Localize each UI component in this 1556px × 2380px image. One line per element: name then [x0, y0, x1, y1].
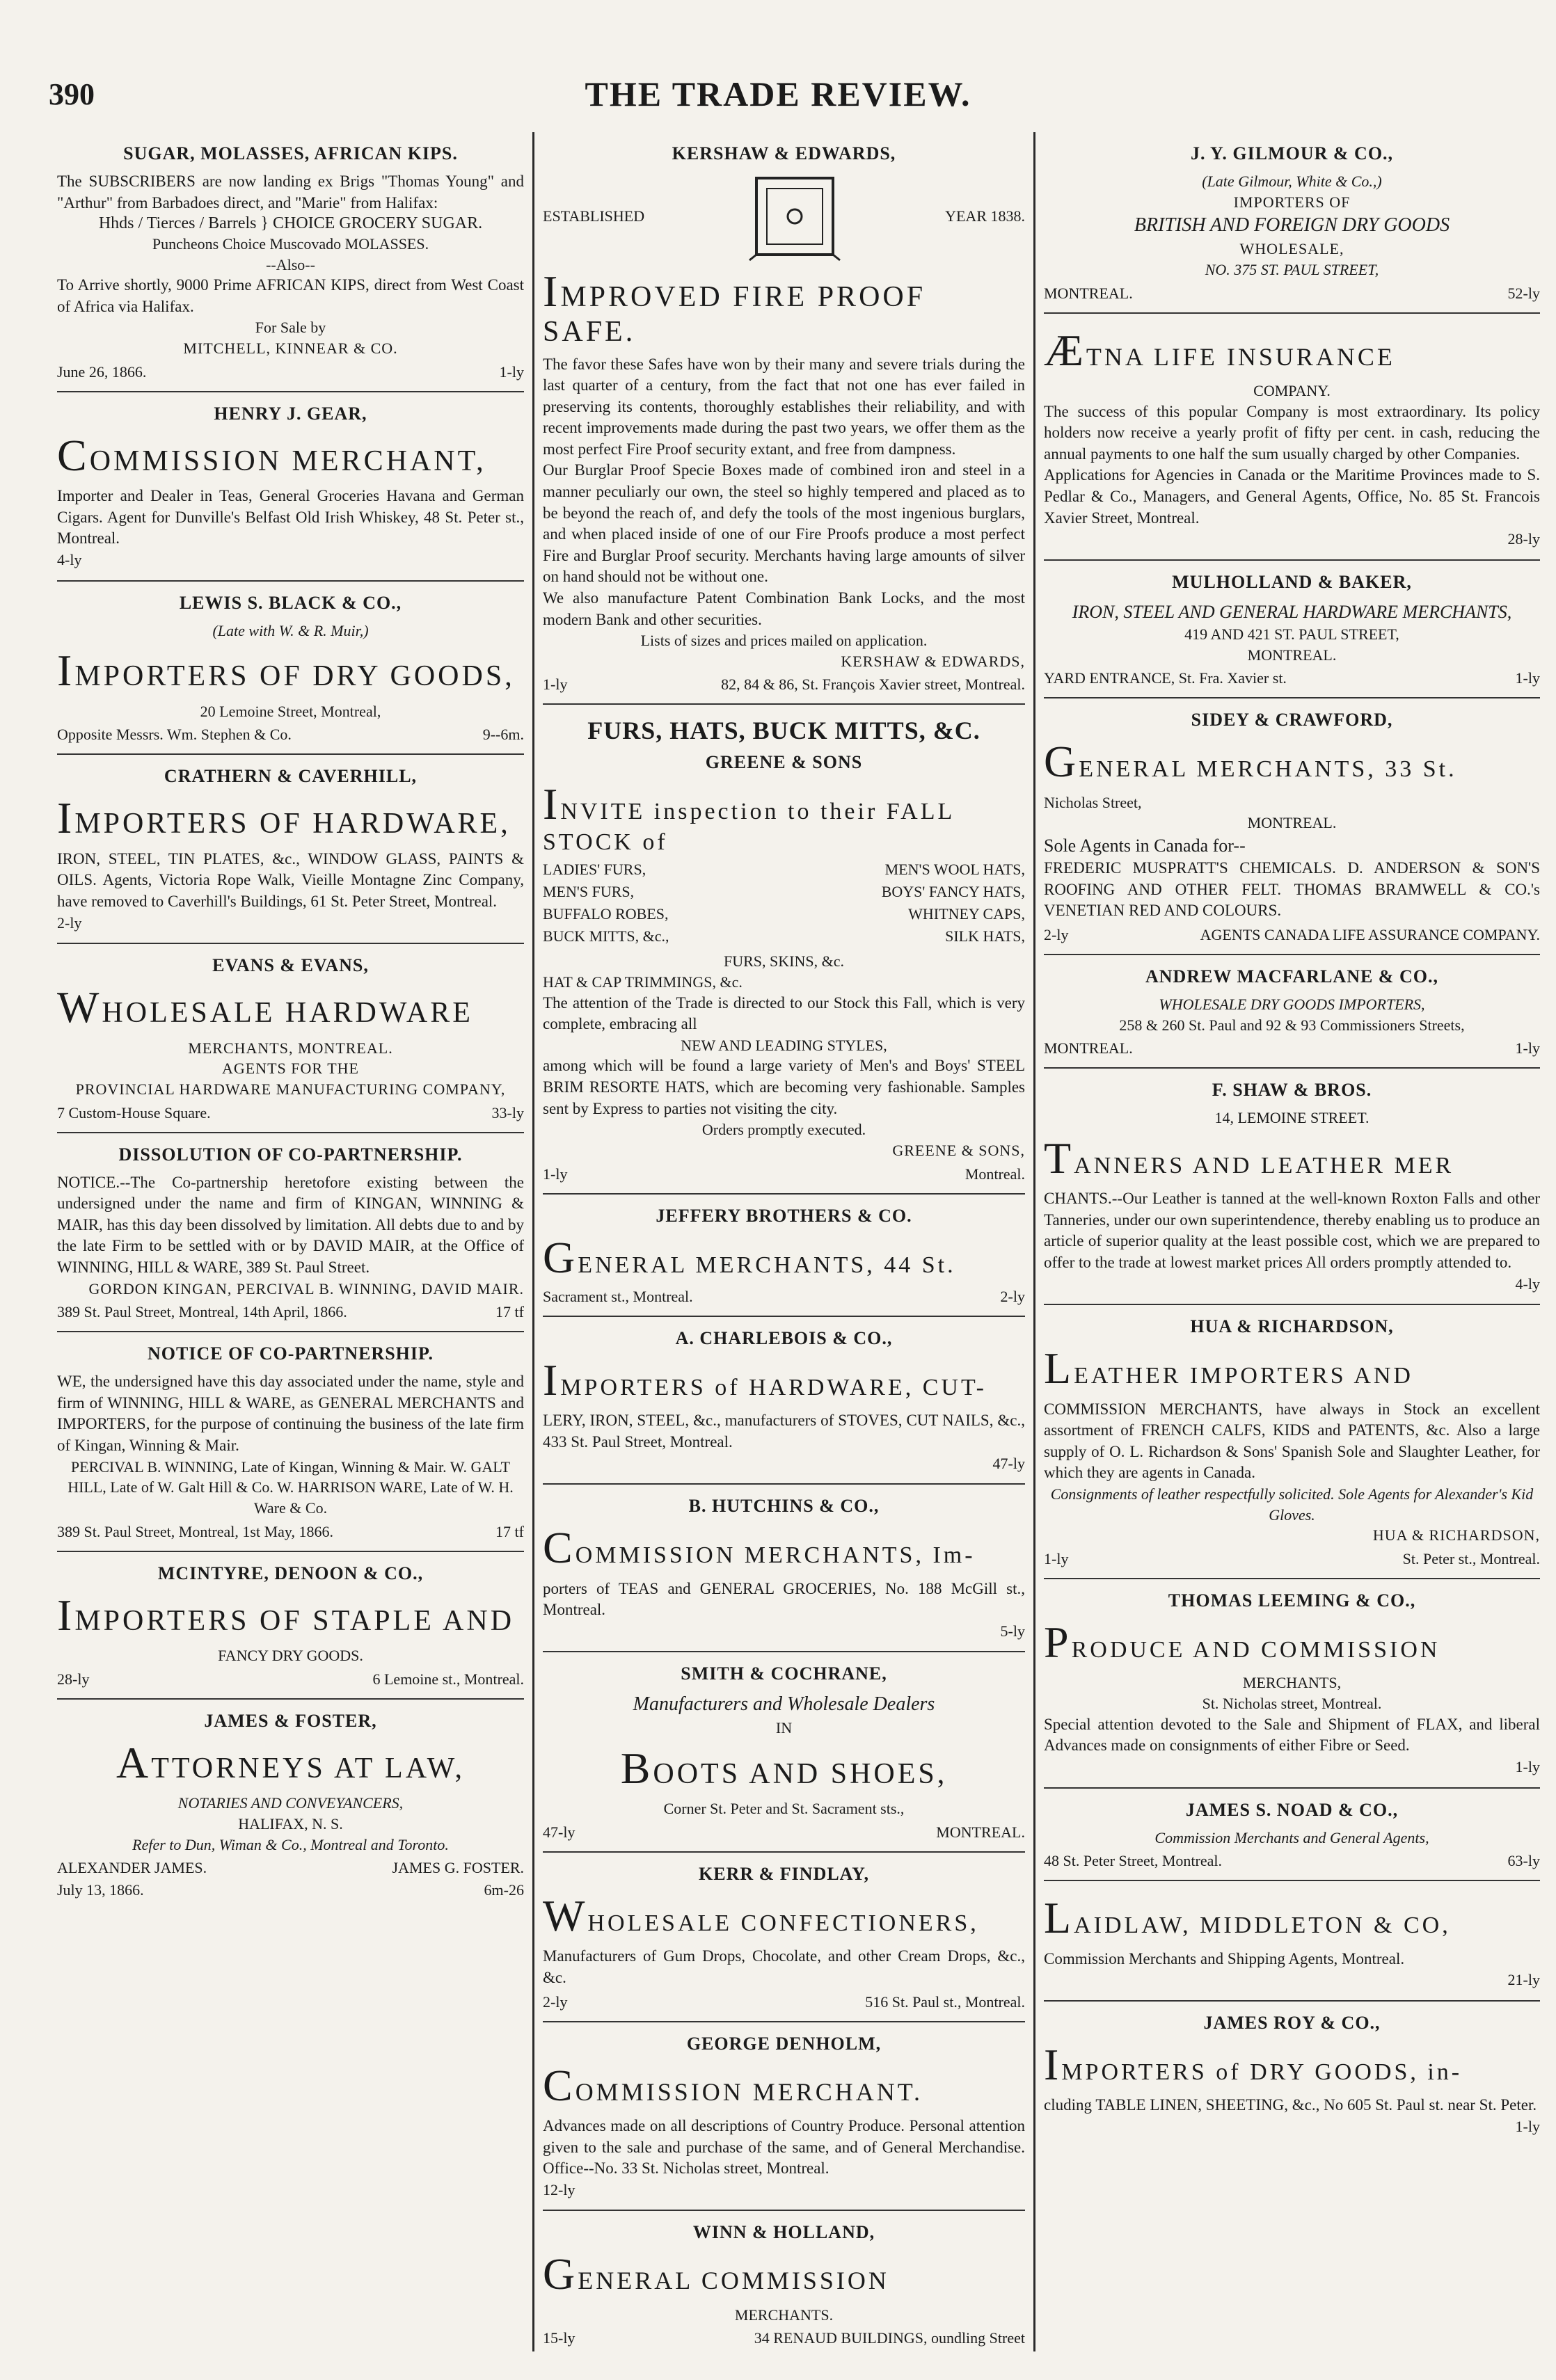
- advert-line: PROVINCIAL HARDWARE MANUFACTURING COMPANY,: [75, 1080, 506, 1099]
- advert-body: Our Burglar Proof Specie Boxes made of combined iron and steel in a manner peculiarly our own, the steel so highly tempered and placed as to be beyond the reach of, and defy the tools of the most ingenious burglars, and when placed inside of one of our Fire Proofs produce a most perfect Fire and Burglar Proof security. Merchants having large amounts of silver on hand should not be without one.: [543, 461, 1025, 586]
- advert-body: Manufacturers of Gum Drops, Chocolate, and other Cream Drops, &c., &c.: [543, 1947, 1025, 1986]
- advert-subtitle: Commission Merchants and General Agents,: [1154, 1828, 1429, 1846]
- advert-ref: 15-ly: [543, 2329, 575, 2347]
- advert-line: HAT & CAP TRIMMINGS, &c.: [543, 973, 743, 991]
- advert-line: BRITISH AND FOREIGN DRY GOODS: [1134, 214, 1450, 237]
- advert-name: JAMES G. FOSTER.: [392, 1859, 524, 1877]
- advert-ref: 17 tf: [495, 1522, 524, 1540]
- page-header: [49, 66, 1507, 122]
- advert-body: The attention of the Trade is directed to our Stock this Fall, which is very complete, embracing all: [543, 993, 1025, 1033]
- advert-ref: 9--6m.: [482, 726, 524, 744]
- advert-ref: 17 tf: [495, 1303, 524, 1321]
- advert-ref: 1-ly: [1044, 1550, 1069, 1568]
- advert-line: 14, LEMOINE STREET.: [1214, 1109, 1370, 1127]
- advert-title: MCINTYRE, DENOON & CO.,: [157, 1563, 424, 1583]
- advert-sidey-crawford: [1044, 698, 1540, 955]
- advert-address: 419 AND 421 ST. PAUL STREET,: [1184, 625, 1399, 643]
- advert-title: F. SHAW & BROS.: [1212, 1080, 1372, 1101]
- advert-title: WINN & HOLLAND,: [692, 2222, 875, 2243]
- advert-title: DISSOLUTION OF CO-PARTNERSHIP.: [118, 1144, 463, 1165]
- advert-address: St. Peter st., Montreal.: [1402, 1550, 1540, 1568]
- safe-illustration-icon: [743, 171, 847, 262]
- column-3: [1033, 132, 1548, 2351]
- advert-ref: 33-ly: [491, 1103, 524, 1121]
- advert-title: A. CHARLEBOIS & CO.,: [675, 1327, 893, 1348]
- advert-title: EVANS & EVANS,: [212, 955, 369, 976]
- advert-list: Hhds / Tierces / Barrels } CHOICE GROCERY SUGAR.: [98, 214, 483, 233]
- advert-line: FURS, SKINS, &c.: [724, 952, 844, 971]
- advert-body: Lists of sizes and prices mailed on application.: [640, 632, 928, 650]
- stock-item: BOYS' FANCY HATS,: [881, 883, 1025, 901]
- advert-lewis-black: [57, 582, 524, 756]
- advert-headline: IMPROVED FIRE PROOF SAFE.: [543, 266, 926, 349]
- advert-body: Consignments of leather respectfully solicited. Sole Agents for Alexander's Kid Gloves.: [1050, 1485, 1534, 1524]
- advert-address: 7 Custom-House Square.: [57, 1103, 211, 1121]
- advert-ref: 2-ly: [543, 1992, 568, 2011]
- advert-title: B. HUTCHINS & CO.,: [688, 1496, 880, 1517]
- advert-line: Sole Agents in Canada for--: [1044, 836, 1246, 856]
- advert-firm: KERSHAW & EDWARDS,: [841, 652, 1025, 670]
- advert-firm: MITCHELL, KINNEAR & CO.: [183, 340, 398, 358]
- advert-body: We also manufacture Patent Combination Bank Locks, and the most modern Bank and other securities.: [543, 589, 1025, 628]
- advert-title: SMITH & COCHRANE,: [681, 1663, 887, 1684]
- journal-title: THE TRADE REVIEW.: [585, 74, 971, 113]
- advert-headline: ATTORNEYS AT LAW,: [116, 1737, 465, 1787]
- advert-andrew-macfarlane: [1044, 955, 1540, 1069]
- advert-body: NOTICE.--The Co-partnership heretofore existing between the undersigned under the name and firm of KINGAN, WINNING & MAIR, has this day been dissolved by limitation. All debts due to and by the late Firm to be settled with or by DAVID MAIR, at the Office of WINNING, HILL & WARE, 389 St. Paul Street.: [57, 1173, 524, 1277]
- advert-address: Corner St. Peter and St. Sacrament sts.,: [663, 1800, 905, 1818]
- advert-headline: GENERAL COMMISSION: [543, 2249, 889, 2299]
- advert-established: ESTABLISHED: [543, 207, 645, 225]
- advert-line: Puncheons Choice Muscovado MOLASSES.: [152, 234, 429, 253]
- advert-headline: IMPORTERS OF STAPLE AND: [57, 1590, 515, 1640]
- advert-ref: 1-ly: [543, 1165, 568, 1183]
- advert-ref: 4-ly: [57, 550, 82, 568]
- advert-body: The success of this popular Company is most extraordinary. Its policy holders now receive a yearly profit of fifty per cent. in cash, reducing the annual payments to one half the sum usually charged by other Companies.: [1044, 402, 1540, 463]
- advert-line: WHOLESALE,: [1239, 240, 1344, 258]
- advert-headline: LEATHER IMPORTERS AND: [1044, 1343, 1413, 1393]
- advert-evans: [57, 944, 524, 1133]
- advert-mcintyre-denoon: [57, 1552, 524, 1700]
- advert-hua-richardson: [1044, 1305, 1540, 1579]
- advert-body: among which will be found a large variety of Men's and Boys' STEEL BRIM RESORTE HATS, which are becoming very fashionable. Samples sent by Express to parties not visiting the city.: [543, 1057, 1025, 1117]
- advert-subtitle: WHOLESALE DRY GOODS IMPORTERS,: [1159, 995, 1425, 1013]
- advert-body: Importer and Dealer in Teas, General Groceries Havana and German Cigars. Agent for Dunville's Belfast Old Irish Whiskey, 48 St. Peter st., Montreal.: [57, 487, 524, 548]
- advert-body: cluding TABLE LINEN, SHEETING, &c., No 605 St. Paul st. near St. Peter.: [1044, 2096, 1537, 2114]
- advert-city: MONTREAL.: [936, 1823, 1025, 1841]
- advert-body: FREDERIC MUSPRATT'S CHEMICALS. D. ANDERSON & SON'S ROOFING AND OTHER FELT. THOMAS BRAMWELL & CO.'s VENETIAN RED AND COLOURS.: [1044, 859, 1540, 920]
- advert-line: To Arrive shortly, 9000 Prime AFRICAN KIPS, direct from West Coast of Africa via Halifax.: [57, 276, 524, 315]
- stock-item: BUFFALO ROBES,: [543, 905, 669, 923]
- advert-title: HENRY J. GEAR,: [214, 403, 367, 424]
- advert-name: ALEXANDER JAMES.: [57, 1859, 207, 1877]
- advert-address: 34 RENAUD BUILDINGS, oundling Street: [754, 2329, 1025, 2347]
- advert-city: MONTREAL.: [1247, 646, 1337, 664]
- advert-signatories: PERCIVAL B. WINNING, Late of Kingan, Winning & Mair. W. GALT HILL, Late of W. Galt Hill & Co. W. HARRISON WARE, Late of W. H. Ware & Co.: [68, 1457, 514, 1517]
- advert-headline: PRODUCE AND COMMISSION: [1044, 1618, 1440, 1668]
- advert-title: GEORGE DENHOLM,: [686, 2033, 882, 2054]
- advert-body: Orders promptly executed.: [701, 1121, 866, 1139]
- advert-headline: COMMISSION MERCHANTS, Im-: [543, 1523, 976, 1573]
- advert-headline: LAIDLAW, MIDDLETON & CO,: [1044, 1893, 1451, 1943]
- advert-body: The favor these Safes have won by their many and severe trials during the last quarter of a century, from the fact that not one has ever failed in preserving its contents, thoroughly establishes their reliability, and with recent improvements made during the past two years, we offer them as the most perfect Fire Proof security extant, and free from dampness.: [543, 355, 1025, 458]
- advert-body: Special attention devoted to the Sale and Shipment of FLAX, and liberal Advances made on consignments of either Fibre or Seed.: [1044, 1715, 1540, 1755]
- advert-ref: 1-ly: [1515, 1757, 1540, 1775]
- advert-dissolution: [57, 1133, 524, 1333]
- advert-body: The SUBSCRIBERS are now landing ex Brigs "Thomas Young" and "Arthur" from Barbadoes direct, and "Marie" from Halifax:: [57, 173, 524, 211]
- stock-item: LADIES' FURS,: [543, 861, 646, 879]
- column-2: [532, 132, 1033, 2351]
- advert-mitchell-kinnear: [57, 132, 524, 392]
- advert-ref: 52-ly: [1507, 284, 1540, 302]
- advert-hutchins: [543, 1485, 1025, 1652]
- advert-line: NOTARIES AND CONVEYANCERS,: [177, 1794, 404, 1812]
- advert-crathern-caverhill: [57, 755, 524, 944]
- advert-kerr-findlay: [543, 1853, 1025, 2022]
- advert-headline: ÆTNA LIFE INSURANCE: [1044, 325, 1395, 375]
- advert-body: WE, the undersigned have this day associated under the name, style and firm of WINNING, HILL & WARE, as GENERAL MERCHANTS and IMPORTERS, for the purpose of continuing the business of the late firm of Kingan, Winning & Mair.: [57, 1373, 524, 1455]
- advert-george-denholm: [543, 2022, 1025, 2212]
- advert-body: porters of TEAS and GENERAL GROCERIES, No. 188 McGill st., Montreal.: [543, 1579, 1025, 1619]
- advert-ref: 2-ly: [1000, 1287, 1025, 1305]
- advert-headline: TANNERS AND LEATHER MER: [1044, 1133, 1454, 1183]
- advert-title: JAMES ROY & CO.,: [1203, 2013, 1381, 2034]
- advert-title: JAMES S. NOAD & CO.,: [1185, 1799, 1399, 1820]
- advert-city: MONTREAL.: [1044, 1039, 1133, 1057]
- advert-line: MERCHANTS,: [1242, 1674, 1342, 1692]
- advert-title: JAMES & FOSTER,: [204, 1710, 377, 1731]
- advert-gilmour: [1044, 132, 1540, 314]
- advert-kershaw-edwards: [543, 132, 1025, 705]
- advert-line: AGENTS CANADA LIFE ASSURANCE COMPANY.: [1200, 925, 1540, 943]
- advert-ref: 47-ly: [992, 1454, 1025, 1472]
- advert-body: Advances made on all descriptions of Country Produce. Personal attention given to the sale and purchase of the same, and of General Merchandise. Office--No. 33 St. Nicholas street, Montreal.: [543, 2116, 1025, 2178]
- advert-ref: 1-ly: [1515, 2117, 1540, 2135]
- advert-address: NO. 375 ST. PAUL STREET,: [1205, 260, 1379, 278]
- advert-date: July 13, 1866.: [57, 1881, 144, 1899]
- advert-line: --Also--: [266, 255, 315, 273]
- advert-address: 48 St. Peter Street, Montreal.: [1044, 1852, 1223, 1870]
- advert-address: 6 Lemoine st., Montreal.: [372, 1670, 524, 1688]
- advert-headline: BOOTS AND SHOES,: [620, 1743, 948, 1793]
- advert-line: FANCY DRY GOODS.: [218, 1647, 363, 1665]
- advert-ref: 1-ly: [1515, 1039, 1540, 1057]
- advert-james-roy: [1044, 2002, 1540, 2147]
- advert-ref: 21-ly: [1507, 1971, 1540, 1989]
- advert-title: SUGAR, MOLASSES, AFRICAN KIPS.: [123, 143, 458, 163]
- advert-ref: 2-ly: [57, 913, 82, 932]
- advert-ref: 63-ly: [1507, 1852, 1540, 1870]
- advert-winn-holland: [543, 2211, 1025, 2351]
- advert-ref: 5-ly: [1000, 1622, 1025, 1640]
- advert-date: 389 St. Paul Street, Montreal, 1st May, 1866.: [57, 1522, 333, 1540]
- advert-body: IRON, STEEL, TIN PLATES, &c., WINDOW GLASS, PAINTS & OILS. Agents, Victoria Rope Walk, Vieille Montagne Zinc Company, have removed to Caverhill's Buildings, 61 St. Peter Street, Montreal.: [57, 849, 524, 910]
- advert-headline: INVITE inspection to their FALL STOCK of: [543, 779, 954, 855]
- advert-address: 20 Lemoine Street, Montreal,: [200, 702, 381, 720]
- advert-ref: 28-ly: [57, 1670, 90, 1688]
- advert-subtitle: GREENE & SONS: [705, 752, 863, 773]
- advert-address: 82, 84 & 86, St. François Xavier street, Montreal.: [721, 676, 1025, 694]
- advert-line: Nicholas Street,: [1044, 793, 1142, 811]
- page-number: 390: [49, 77, 95, 111]
- advert-title: CRATHERN & CAVERHILL,: [164, 766, 418, 787]
- advert-line: For Sale by: [255, 319, 326, 337]
- advert-line: Refer to Dun, Wiman & Co., Montreal and Toronto.: [132, 1835, 449, 1853]
- advert-headline: IMPORTERS OF DRY GOODS,: [57, 646, 515, 696]
- advert-title: THOMAS LEEMING & CO.,: [1168, 1590, 1416, 1611]
- advert-line: NEW AND LEADING STYLES,: [681, 1036, 887, 1054]
- advert-body: COMMISSION MERCHANTS, have always in Stock an excellent assortment of FRENCH CALFS, KIDS and PATENTS, &c. Also a large supply of O. L. Richardson & Sons' Spanish Sole and Slaughter Leather, for which they are agents in Canada.: [1044, 1400, 1540, 1482]
- advert-ref: 4-ly: [1515, 1275, 1540, 1293]
- advert-body: Applications for Agencies in Canada or the Maritime Provinces made to S. Pedlar & Co., Managers, and General Agents, Office, No. 85 St. Francois Xavier Street, Montreal.: [1044, 466, 1540, 527]
- stock-item: SILK HATS,: [945, 927, 1025, 945]
- advert-ref: 12-ly: [543, 2180, 575, 2198]
- advert-title: KERR & FINDLAY,: [699, 1864, 869, 1884]
- advert-headline: IMPORTERS of DRY GOODS, in-: [1044, 2040, 1463, 2090]
- advert-title: JEFFERY BROTHERS & CO.: [656, 1205, 912, 1226]
- advert-line: MERCHANTS, MONTREAL.: [188, 1039, 393, 1057]
- advert-line: YARD ENTRANCE, St. Fra. Xavier st.: [1044, 669, 1287, 687]
- advert-firm: HUA & RICHARDSON,: [1372, 1526, 1540, 1544]
- advert-address: 258 & 260 St. Paul and 92 & 93 Commissioners Streets,: [1119, 1016, 1465, 1034]
- advert-line: IMPORTERS OF: [1233, 193, 1351, 211]
- advert-aetna: [1044, 314, 1540, 561]
- advert-headline: COMMISSION MERCHANT.: [543, 2060, 923, 2110]
- advert-subtitle: Manufacturers and Wholesale Dealers: [633, 1693, 935, 1716]
- advert-james-noad: [1044, 1789, 1540, 1882]
- advert-headline: GENERAL MERCHANTS, 33 St.: [1044, 737, 1457, 787]
- advert-headline: WHOLESALE HARDWARE: [57, 982, 473, 1032]
- stock-item: BUCK MITTS, &c.,: [543, 927, 669, 945]
- advert-mulholland-baker: [1044, 561, 1540, 698]
- advert-body: LERY, IRON, STEEL, &c., manufacturers of STOVES, CUT NAILS, &c., 433 St. Paul Street, Montreal.: [543, 1412, 1025, 1451]
- advert-ref: 47-ly: [543, 1823, 575, 1841]
- stock-item: MEN'S WOOL HATS,: [884, 861, 1025, 879]
- advert-signatories: GORDON KINGAN, PERCIVAL B. WINNING, DAVID MAIR.: [88, 1279, 524, 1297]
- stock-item: MEN'S FURS,: [543, 883, 635, 901]
- advert-ref: 2-ly: [1044, 925, 1069, 943]
- advert-date: 389 St. Paul Street, Montreal, 14th April, 1866.: [57, 1303, 347, 1321]
- advert-ref: 1-ly: [543, 676, 568, 694]
- advert-body: CHANTS.--Our Leather is tanned at the well-known Roxton Falls and other Tanneries, under our own superintendence, thereby enabling us to produce an article of superior quality at the least possible cost, which we are prepared to offer to the trade at lowest market prices All orders promptly attended to.: [1044, 1190, 1540, 1272]
- advert-title: KERSHAW & EDWARDS,: [672, 143, 896, 163]
- advert-title: SIDEY & CRAWFORD,: [1191, 710, 1393, 730]
- advert-headline: WHOLESALE CONFECTIONERS,: [543, 1891, 979, 1940]
- advert-smith-cochrane: [543, 1652, 1025, 1853]
- advert-address: Opposite Messrs. Wm. Stephen & Co.: [57, 726, 292, 744]
- advert-date: June 26, 1866.: [57, 362, 147, 381]
- advert-laidlaw-middleton: [1044, 1881, 1540, 2002]
- advert-title: ANDREW MACFARLANE & CO.,: [1145, 966, 1438, 987]
- advert-city: MONTREAL.: [1247, 814, 1337, 832]
- advert-headline: IMPORTERS of HARDWARE, CUT-: [543, 1355, 987, 1405]
- advert-body: Commission Merchants and Shipping Agents, Montreal.: [1044, 1949, 1405, 1967]
- advert-title: NOTICE OF CO-PARTNERSHIP.: [147, 1343, 434, 1364]
- advert-james-foster: [57, 1700, 524, 1909]
- advert-ref: 1-ly: [1515, 669, 1540, 687]
- advert-headline: COMMISSION MERCHANT,: [57, 430, 486, 480]
- advert-address: 516 St. Paul st., Montreal.: [865, 1992, 1025, 2011]
- advert-copartnership: [57, 1332, 524, 1551]
- advert-line: MERCHANTS.: [734, 2306, 834, 2324]
- advert-subtitle: IRON, STEEL AND GENERAL HARDWARE MERCHANTS,: [1072, 601, 1512, 622]
- advert-address: Sacrament st., Montreal.: [543, 1287, 693, 1305]
- advert-city: MONTREAL.: [1044, 284, 1133, 302]
- advert-columns: [49, 132, 1555, 2351]
- advert-jeffery-brothers: [543, 1195, 1025, 1317]
- advert-title: HUA & RICHARDSON,: [1190, 1316, 1394, 1337]
- advert-headline: GENERAL MERCHANTS, 44 St.: [543, 1232, 956, 1282]
- advert-greene-sons: [543, 705, 1025, 1194]
- advert-henry-gear: [57, 392, 524, 582]
- advert-headline: IMPORTERS OF HARDWARE,: [57, 793, 511, 843]
- advert-charlebois: [543, 1317, 1025, 1485]
- advert-ref: 6m-26: [484, 1881, 524, 1899]
- advert-subtitle: COMPANY.: [1253, 381, 1331, 399]
- advert-line: AGENTS FOR THE: [222, 1060, 359, 1078]
- advert-subtitle: (Late Gilmour, White & Co.,): [1202, 173, 1382, 190]
- advert-thomas-leeming: [1044, 1579, 1540, 1789]
- advert-subtitle: (Late with W. & R. Muir,): [212, 621, 369, 639]
- advert-address: Montreal.: [964, 1165, 1025, 1183]
- advert-title: LEWIS S. BLACK & CO.,: [179, 592, 402, 613]
- advert-ref: 28-ly: [1507, 530, 1540, 548]
- advert-ref: 1-ly: [499, 362, 524, 381]
- stock-item: WHITNEY CAPS,: [908, 905, 1025, 923]
- advert-firm: GREENE & SONS,: [892, 1141, 1025, 1159]
- advert-title: FURS, HATS, BUCK MITTS, &C.: [587, 717, 981, 745]
- advert-title: J. Y. GILMOUR & CO.,: [1190, 143, 1394, 163]
- advert-title: MULHOLLAND & BAKER,: [1172, 571, 1412, 592]
- advert-year: YEAR 1838.: [945, 207, 1025, 225]
- advert-f-shaw: [1044, 1069, 1540, 1305]
- advert-line: St. Nicholas street, Montreal.: [1202, 1695, 1382, 1713]
- column-1: [49, 132, 532, 2351]
- advert-line: IN: [775, 1719, 793, 1737]
- advert-line: HALIFAX, N. S.: [238, 1814, 343, 1832]
- advert-stock-list: [543, 861, 1025, 945]
